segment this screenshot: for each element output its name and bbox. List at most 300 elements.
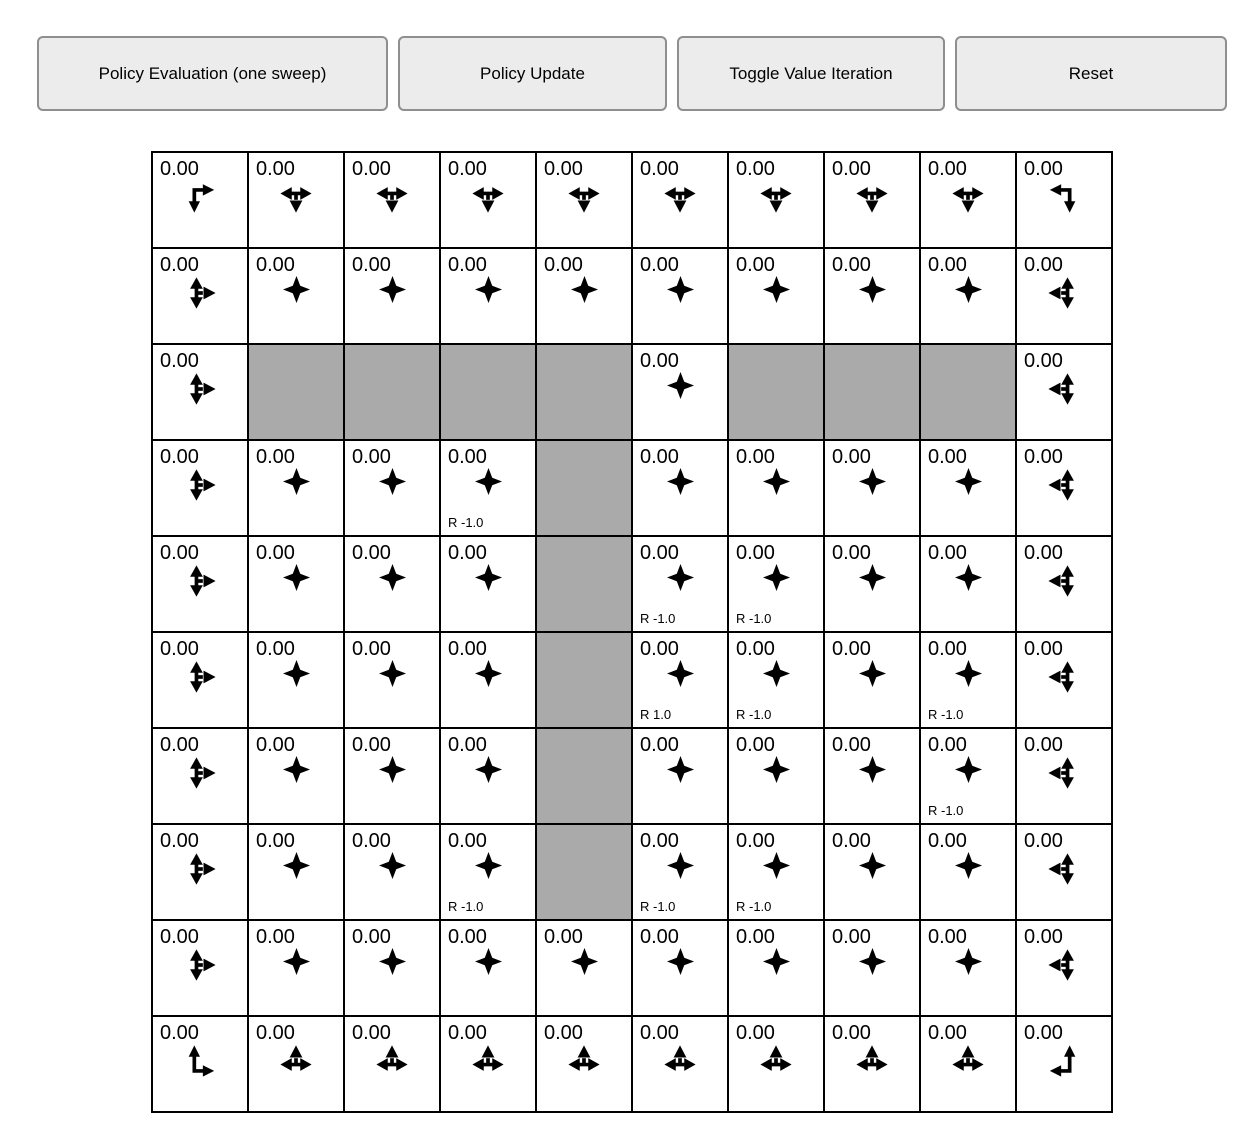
policy-all-icon (955, 948, 982, 975)
state-cell[interactable] (152, 632, 248, 728)
policy-all-icon (379, 948, 406, 975)
state-value: 0.00 (544, 158, 583, 180)
state-cell[interactable] (248, 920, 344, 1016)
policy-arrows (825, 180, 919, 216)
policy-udl-icon (1047, 372, 1081, 406)
policy-arrows (153, 1044, 247, 1080)
state-cell[interactable] (632, 1016, 728, 1112)
wall-cell (248, 344, 344, 440)
policy-arrows (633, 1044, 727, 1080)
policy-evaluation-button[interactable]: Policy Evaluation (one sweep) (37, 36, 388, 111)
state-cell[interactable] (440, 1016, 536, 1112)
state-cell[interactable] (152, 920, 248, 1016)
state-value: 0.00 (736, 830, 775, 852)
state-cell[interactable] (824, 152, 920, 248)
policy-all-icon (379, 852, 406, 879)
state-cell[interactable] (248, 824, 344, 920)
state-cell[interactable] (344, 728, 440, 824)
policy-arrows (1017, 276, 1111, 312)
state-cell[interactable] (440, 248, 536, 344)
policy-udr-icon (183, 756, 217, 790)
state-cell[interactable] (824, 824, 920, 920)
state-cell[interactable] (152, 248, 248, 344)
policy-all-icon (859, 756, 886, 783)
state-cell[interactable] (920, 728, 1016, 824)
state-cell[interactable] (248, 248, 344, 344)
policy-all-icon (859, 852, 886, 879)
policy-arrows (1017, 180, 1111, 216)
policy-all-icon (475, 948, 502, 975)
policy-lru-icon (663, 1044, 697, 1078)
wall-cell (536, 536, 632, 632)
policy-arrows (1017, 852, 1111, 888)
toolbar (37, 36, 1227, 111)
policy-all-icon (475, 564, 502, 591)
state-value: 0.00 (352, 542, 391, 564)
state-value: 0.00 (640, 926, 679, 948)
policy-all-icon (955, 756, 982, 783)
state-value: 0.00 (256, 1022, 295, 1044)
state-value: 0.00 (640, 638, 679, 660)
policy-all-icon (379, 276, 406, 303)
policy-arrows (441, 468, 535, 504)
policy-arrows (153, 180, 247, 216)
policy-arrows (249, 1044, 343, 1080)
state-value: 0.00 (736, 254, 775, 276)
policy-all-icon (571, 276, 598, 303)
state-value: 0.00 (256, 926, 295, 948)
state-cell[interactable] (920, 1016, 1016, 1112)
wall-cell (536, 728, 632, 824)
state-cell[interactable] (920, 824, 1016, 920)
state-cell[interactable] (632, 440, 728, 536)
policy-udr-icon (183, 276, 217, 310)
reward-label: R -1.0 (736, 899, 772, 914)
state-cell[interactable] (1016, 824, 1112, 920)
state-cell[interactable] (344, 440, 440, 536)
state-cell[interactable] (344, 632, 440, 728)
state-cell[interactable] (440, 824, 536, 920)
policy-all-icon (955, 852, 982, 879)
policy-all-icon (475, 756, 502, 783)
state-cell[interactable] (728, 440, 824, 536)
state-value: 0.00 (352, 1022, 391, 1044)
policy-arrows (249, 180, 343, 216)
policy-all-icon (283, 276, 310, 303)
state-value: 0.00 (160, 350, 199, 372)
state-value: 0.00 (736, 926, 775, 948)
reward-label: R -1.0 (448, 515, 484, 530)
state-cell[interactable] (632, 920, 728, 1016)
state-value: 0.00 (832, 158, 871, 180)
policy-arrows (729, 948, 823, 984)
state-cell[interactable] (824, 248, 920, 344)
state-cell[interactable] (440, 536, 536, 632)
state-value: 0.00 (1024, 254, 1063, 276)
policy-arrows (249, 660, 343, 696)
state-value: 0.00 (736, 1022, 775, 1044)
state-cell[interactable] (1016, 440, 1112, 536)
state-cell[interactable] (632, 632, 728, 728)
state-cell[interactable] (632, 248, 728, 344)
policy-all-icon (667, 852, 694, 879)
state-cell[interactable] (440, 920, 536, 1016)
reward-label: R -1.0 (736, 611, 772, 626)
state-value: 0.00 (160, 926, 199, 948)
state-value: 0.00 (352, 734, 391, 756)
state-cell[interactable] (920, 152, 1016, 248)
state-cell[interactable] (344, 536, 440, 632)
policy-arrows (153, 948, 247, 984)
toggle-value-iteration-button[interactable]: Toggle Value Iteration (677, 36, 945, 111)
policy-udl-icon (1047, 660, 1081, 694)
state-cell[interactable] (152, 536, 248, 632)
reward-label: R -1.0 (736, 707, 772, 722)
policy-arrows (441, 660, 535, 696)
state-cell[interactable] (728, 632, 824, 728)
policy-all-icon (283, 948, 310, 975)
policy-all-icon (379, 468, 406, 495)
policy-arrows (633, 180, 727, 216)
policy-all-icon (667, 948, 694, 975)
policy-arrows (153, 660, 247, 696)
policy-arrows (825, 564, 919, 600)
state-value: 0.00 (928, 254, 967, 276)
policy-lru-icon (951, 1044, 985, 1078)
state-value: 0.00 (256, 830, 295, 852)
reward-label: R -1.0 (448, 899, 484, 914)
state-value: 0.00 (256, 254, 295, 276)
wall-cell (824, 344, 920, 440)
state-cell[interactable] (728, 536, 824, 632)
reset-button[interactable]: Reset (955, 36, 1227, 111)
state-value: 0.00 (928, 926, 967, 948)
reward-label: R -1.0 (928, 707, 964, 722)
state-cell[interactable] (1016, 536, 1112, 632)
state-cell[interactable] (1016, 632, 1112, 728)
state-cell[interactable] (728, 728, 824, 824)
state-value: 0.00 (352, 638, 391, 660)
wall-cell (728, 344, 824, 440)
state-cell[interactable] (440, 632, 536, 728)
state-cell[interactable] (824, 440, 920, 536)
state-value: 0.00 (1024, 158, 1063, 180)
wall-cell (536, 344, 632, 440)
state-value: 0.00 (736, 734, 775, 756)
policy-lru-icon (279, 1044, 313, 1078)
policy-arrows (537, 180, 631, 216)
policy-arrows (249, 948, 343, 984)
state-value: 0.00 (256, 542, 295, 564)
state-cell[interactable] (248, 536, 344, 632)
state-cell[interactable] (824, 632, 920, 728)
state-value: 0.00 (928, 638, 967, 660)
state-cell[interactable] (824, 728, 920, 824)
state-value: 0.00 (832, 1022, 871, 1044)
state-cell[interactable] (920, 248, 1016, 344)
state-value: 0.00 (1024, 734, 1063, 756)
wall-cell (920, 344, 1016, 440)
policy-all-icon (859, 564, 886, 591)
state-cell[interactable] (248, 632, 344, 728)
state-cell[interactable] (728, 248, 824, 344)
state-cell[interactable] (920, 920, 1016, 1016)
policy-all-icon (667, 276, 694, 303)
policy-lrd-icon (567, 180, 601, 214)
policy-arrows (825, 468, 919, 504)
policy-arrows (921, 468, 1015, 504)
policy-all-icon (763, 756, 790, 783)
state-value: 0.00 (160, 158, 199, 180)
state-value: 0.00 (544, 254, 583, 276)
state-cell[interactable] (344, 1016, 440, 1112)
policy-arrows (249, 468, 343, 504)
state-value: 0.00 (448, 830, 487, 852)
policy-all-icon (955, 468, 982, 495)
policy-arrows (441, 1044, 535, 1080)
state-cell[interactable] (1016, 728, 1112, 824)
policy-lru-icon (567, 1044, 601, 1078)
policy-all-icon (667, 660, 694, 687)
state-cell[interactable] (344, 920, 440, 1016)
policy-arrows (921, 756, 1015, 792)
state-cell[interactable] (920, 440, 1016, 536)
policy-arrows (249, 564, 343, 600)
state-cell[interactable] (440, 440, 536, 536)
state-cell[interactable] (440, 152, 536, 248)
policy-arrows (825, 660, 919, 696)
state-cell[interactable] (632, 824, 728, 920)
state-value: 0.00 (448, 254, 487, 276)
policy-lrd-icon (471, 180, 505, 214)
state-cell[interactable] (728, 824, 824, 920)
state-cell[interactable] (344, 248, 440, 344)
policy-all-icon (475, 660, 502, 687)
state-cell[interactable] (1016, 152, 1112, 248)
policy-arrows (345, 564, 439, 600)
state-cell[interactable] (440, 728, 536, 824)
state-cell[interactable] (152, 728, 248, 824)
policy-lrd-icon (855, 180, 889, 214)
policy-all-icon (379, 756, 406, 783)
state-cell[interactable] (824, 536, 920, 632)
state-value: 0.00 (544, 1022, 583, 1044)
policy-arrows (921, 1044, 1015, 1080)
policy-arrows (729, 564, 823, 600)
policy-udl-icon (1047, 468, 1081, 502)
policy-udr-icon (183, 468, 217, 502)
state-value: 0.00 (640, 734, 679, 756)
policy-lru-icon (855, 1044, 889, 1078)
policy-arrows (153, 276, 247, 312)
policy-udr-icon (183, 948, 217, 982)
wall-cell (536, 440, 632, 536)
policy-arrows (729, 180, 823, 216)
state-value: 0.00 (448, 1022, 487, 1044)
state-value: 0.00 (352, 830, 391, 852)
policy-arrows (441, 180, 535, 216)
policy-all-icon (955, 276, 982, 303)
policy-arrows (153, 468, 247, 504)
policy-all-icon (763, 852, 790, 879)
policy-arrows (825, 852, 919, 888)
policy-all-icon (859, 660, 886, 687)
state-value: 0.00 (736, 638, 775, 660)
state-value: 0.00 (352, 926, 391, 948)
state-cell[interactable] (1016, 248, 1112, 344)
policy-all-icon (955, 660, 982, 687)
policy-all-icon (667, 756, 694, 783)
state-cell[interactable] (824, 920, 920, 1016)
policy-udr-icon (183, 660, 217, 694)
state-cell[interactable] (152, 440, 248, 536)
state-cell[interactable] (920, 536, 1016, 632)
policy-arrows (633, 564, 727, 600)
state-cell[interactable] (920, 632, 1016, 728)
policy-arrows (729, 1044, 823, 1080)
policy-arrows (345, 948, 439, 984)
reward-label: R -1.0 (928, 803, 964, 818)
wall-cell (344, 344, 440, 440)
policy-lrd-icon (663, 180, 697, 214)
policy-all-icon (859, 276, 886, 303)
reward-label: R 1.0 (640, 707, 672, 722)
state-cell[interactable] (344, 824, 440, 920)
state-cell[interactable] (152, 344, 248, 440)
state-cell[interactable] (536, 152, 632, 248)
state-value: 0.00 (640, 830, 679, 852)
policy-all-icon (763, 468, 790, 495)
policy-arrows (345, 660, 439, 696)
policy-arrows (249, 276, 343, 312)
policy-all-icon (667, 468, 694, 495)
state-cell[interactable] (1016, 1016, 1112, 1112)
policy-arrows (921, 180, 1015, 216)
policy-arrows (633, 372, 727, 408)
policy-rd-icon (183, 180, 217, 214)
state-value: 0.00 (1024, 830, 1063, 852)
policy-all-icon (667, 372, 694, 399)
state-value: 0.00 (928, 734, 967, 756)
policy-lru-icon (375, 1044, 409, 1078)
state-value: 0.00 (256, 446, 295, 468)
policy-arrows (825, 756, 919, 792)
state-value: 0.00 (1024, 446, 1063, 468)
state-cell[interactable] (632, 152, 728, 248)
policy-arrows (729, 852, 823, 888)
state-value: 0.00 (1024, 638, 1063, 660)
policy-udl-icon (1047, 948, 1081, 982)
state-cell[interactable] (632, 536, 728, 632)
state-cell[interactable] (1016, 920, 1112, 1016)
policy-arrows (1017, 564, 1111, 600)
state-cell[interactable] (728, 920, 824, 1016)
policy-arrows (633, 468, 727, 504)
policy-update-button[interactable]: Policy Update (398, 36, 667, 111)
state-cell[interactable] (344, 152, 440, 248)
state-cell[interactable] (152, 152, 248, 248)
policy-ld-icon (1047, 180, 1081, 214)
policy-lrd-icon (375, 180, 409, 214)
policy-all-icon (763, 564, 790, 591)
state-cell[interactable] (1016, 344, 1112, 440)
policy-all-icon (283, 852, 310, 879)
state-value: 0.00 (832, 638, 871, 660)
policy-arrows (633, 276, 727, 312)
state-value: 0.00 (928, 1022, 967, 1044)
policy-arrows (345, 756, 439, 792)
state-cell[interactable] (248, 1016, 344, 1112)
state-value: 0.00 (544, 926, 583, 948)
policy-all-icon (379, 564, 406, 591)
state-cell[interactable] (152, 1016, 248, 1112)
state-cell[interactable] (824, 1016, 920, 1112)
policy-arrows (633, 948, 727, 984)
policy-arrows (441, 564, 535, 600)
policy-udr-icon (183, 852, 217, 886)
policy-arrows (1017, 660, 1111, 696)
policy-arrows (345, 1044, 439, 1080)
policy-arrows (921, 660, 1015, 696)
state-cell[interactable] (536, 248, 632, 344)
state-value: 0.00 (352, 158, 391, 180)
state-cell[interactable] (632, 344, 728, 440)
state-value: 0.00 (1024, 350, 1063, 372)
state-cell[interactable] (248, 440, 344, 536)
policy-all-icon (763, 276, 790, 303)
state-value: 0.00 (832, 254, 871, 276)
state-cell[interactable] (536, 1016, 632, 1112)
gridworld (151, 151, 1113, 1113)
policy-arrows (153, 372, 247, 408)
state-value: 0.00 (832, 830, 871, 852)
state-cell[interactable] (536, 920, 632, 1016)
policy-arrows (729, 660, 823, 696)
state-value: 0.00 (160, 446, 199, 468)
policy-arrows (729, 276, 823, 312)
policy-lrd-icon (759, 180, 793, 214)
policy-arrows (729, 756, 823, 792)
state-value: 0.00 (352, 446, 391, 468)
policy-all-icon (283, 660, 310, 687)
policy-arrows (153, 564, 247, 600)
state-value: 0.00 (448, 734, 487, 756)
policy-arrows (1017, 756, 1111, 792)
policy-all-icon (763, 660, 790, 687)
state-value: 0.00 (256, 638, 295, 660)
policy-arrows (153, 852, 247, 888)
policy-arrows (1017, 372, 1111, 408)
state-value: 0.00 (928, 446, 967, 468)
policy-arrows (825, 1044, 919, 1080)
policy-all-icon (379, 660, 406, 687)
state-cell[interactable] (152, 824, 248, 920)
state-cell[interactable] (248, 152, 344, 248)
state-value: 0.00 (832, 542, 871, 564)
policy-arrows (441, 852, 535, 888)
policy-all-icon (283, 756, 310, 783)
policy-arrows (153, 756, 247, 792)
state-cell[interactable] (728, 152, 824, 248)
policy-arrows (249, 852, 343, 888)
policy-arrows (441, 756, 535, 792)
state-value: 0.00 (640, 1022, 679, 1044)
state-cell[interactable] (632, 728, 728, 824)
wall-cell (440, 344, 536, 440)
policy-arrows (441, 948, 535, 984)
state-cell[interactable] (248, 728, 344, 824)
state-cell[interactable] (728, 1016, 824, 1112)
